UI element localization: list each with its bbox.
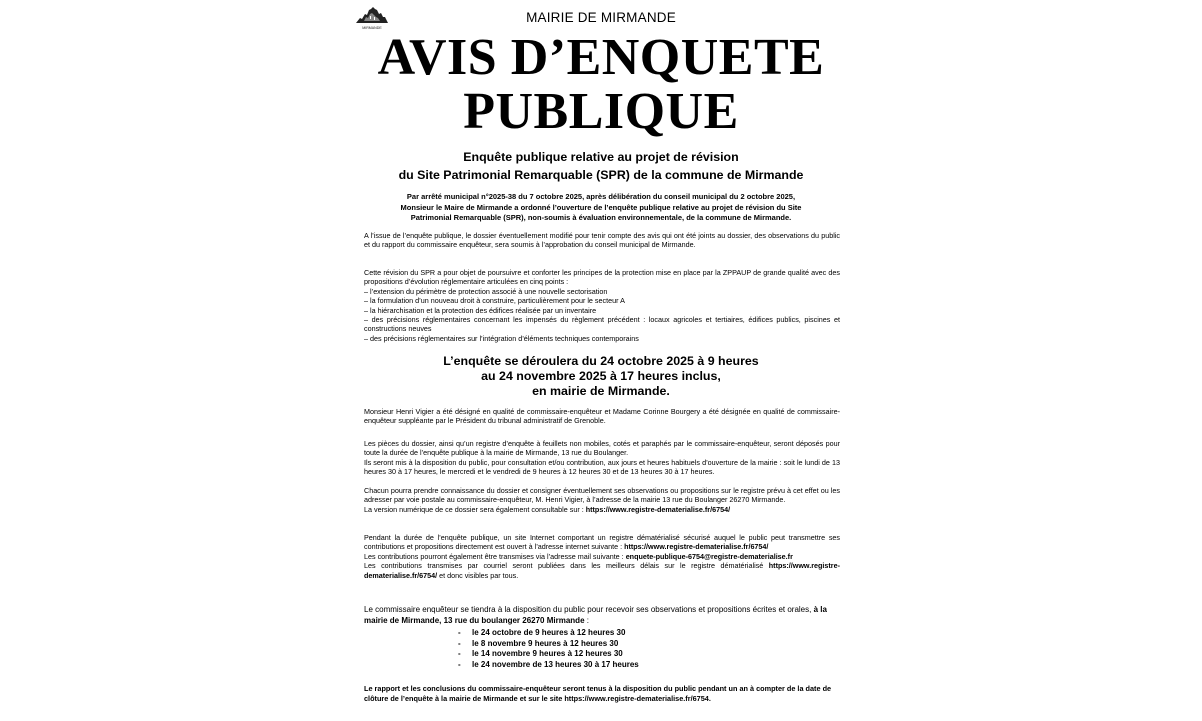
- internet-paragraph: [364, 533, 840, 580]
- notice-subtitle: [362, 148, 840, 184]
- arrete-line-3: Patrimonial Remarquable (SPR), non-soumis à évaluation environnementale, de la commune de Mirmande.: [410, 213, 792, 222]
- permanence-date: le 24 octobre de 9 heures à 12 heures 30: [472, 628, 626, 637]
- pieces-line-2: Ils seront mis à la disposition du public, pour consultation et/ou contribution, aux jours et heures habituels d’ouverture de la mairie : soit le lundi de 13 heures 30 à 17 heures, le mercredi et le vendredi de 9 heures à 12 heures 30 et de 13 heures 30 à 17 heures.: [364, 457, 840, 477]
- chacun-paragraph: [364, 486, 840, 514]
- contributions-line: [364, 552, 840, 561]
- svg-text:MIRMANDE: MIRMANDE: [362, 26, 382, 30]
- issue-paragraph: A l’issue de l’enquête publique, le dossier éventuellement modifié pour tenir compte des avis qui ont été joints au dossier, des observations du public et du rapport du commissaire enquêteur, sera soumis à l’approbation du conseil municipal de Mirmande.: [364, 231, 840, 250]
- revision-item: – des précisions réglementaires concernant les impensés du règlement précédent : locaux agricoles et tertiaires, édifices publics, piscines et constructions neuves: [364, 315, 840, 334]
- dates-line-2: au 24 novembre 2025 à 17 heures inclus,: [481, 369, 721, 383]
- title-line-1: AVIS D’ENQUETE: [377, 29, 825, 86]
- revision-paragraph: [364, 268, 840, 343]
- bullet-dash: -: [458, 659, 461, 669]
- internet-text-1: Pendant la durée de l’enquête publique, un site Internet comportant un registre dématérialisé sécurisé auquel le public peut transmettre ses contributions et propositions directement est ouvert à l’adresse internet suivante :: [364, 533, 840, 552]
- chacun-line-2: La version numérique de ce dossier sera également consultable sur :: [364, 504, 586, 514]
- arrete-line-2: Monsieur le Maire de Mirmande a ordonné l’ouverture de l’enquête publique relative au projet de révision du Site: [400, 202, 802, 212]
- revision-item: – la hiérarchisation et la protection des édifices réalisée par un inventaire: [364, 305, 597, 315]
- enquete-dates: [362, 354, 840, 399]
- permanences-intro: Le commissaire enquêteur se tiendra à la disposition du public pour recevoir ses observations et propositions écrites et orales,: [364, 605, 814, 614]
- mairie-heading: MAIRIE DE MIRMANDE: [526, 10, 676, 25]
- subtitle-line-2: du Site Patrimonial Remarquable (SPR) de la commune de Mirmande: [398, 168, 804, 182]
- permanence-date: le 14 novembre 9 heures à 12 heures 30: [472, 649, 623, 659]
- registre-url-link-2[interactable]: https://www.registre-dematerialise.fr/6754/: [364, 561, 840, 580]
- list-item: [458, 660, 639, 671]
- permanences-after: :: [584, 615, 589, 625]
- arrete-line-1: Par arrêté municipal n°2025-38 du 7 octobre 2025, après délibération du conseil municipal du 2 octobre 2025,: [406, 192, 796, 201]
- permanence-date: le 8 novembre 9 heures à 12 heures 30: [472, 638, 619, 648]
- arrete-paragraph: [362, 192, 840, 224]
- email-link[interactable]: enquete-publique-6754@registre-dematerialise.fr: [625, 551, 793, 561]
- commissaire-paragraph: Monsieur Henri Vigier a été désigné en qualité de commissaire-enquêteur et Madame Corinne Bourgery a été désignée en qualité de commissaire-enquêteur suppléante par le Président du tribunal administratif de Grenoble.: [364, 407, 840, 426]
- notice-page: [362, 0, 840, 721]
- registre-url-link[interactable]: https://www.registre-dematerialise.fr/6754/: [624, 542, 769, 552]
- pieces-line-1: Les pièces du dossier, ainsi qu’un registre d’enquête à feuillets non mobiles, cotés et paraphés par le commissaire-enquêteur, seront déposés pour toute la durée de l’enquête publique à la mairie de Mirmande, 13 rue du Boulanger.: [364, 439, 840, 458]
- dates-line-1: L’enquête se déroulera du 24 octobre 2025 à 9 heures: [443, 354, 759, 368]
- bullet-dash: -: [458, 628, 461, 637]
- internet-text-3: Les contributions transmises par courriel seront publiées dans les meilleurs délais sur le registre dématérialisé: [364, 561, 769, 571]
- permanence-date: le 24 novembre de 13 heures 30 à 17 heures: [472, 659, 639, 669]
- subtitle-line-1: Enquête publique relative au projet de révision: [463, 150, 739, 164]
- bullet-dash: -: [458, 649, 461, 659]
- permanences-list: [458, 628, 639, 670]
- list-item: [458, 639, 639, 650]
- permanences-paragraph: [364, 605, 840, 626]
- title-line-2: PUBLIQUE: [463, 83, 739, 140]
- internet-text-4: et donc visibles par tous.: [437, 570, 519, 580]
- revision-item: – la formulation d’un nouveau droit à construire, particulièrement pour le secteur A: [364, 296, 625, 306]
- permanences-place: à la mairie de Mirmande, 13 rue du boulanger 26270 Mirmande: [364, 605, 827, 625]
- bullet-dash: -: [458, 638, 461, 648]
- list-item: [458, 628, 639, 639]
- internet-text-2: Les contributions pourront également être transmises via l’adresse mail suivante :: [364, 551, 626, 561]
- dossier-url-link[interactable]: https://www.registre-dematerialise.fr/6754/: [585, 504, 731, 514]
- final-paragraph: Le rapport et les conclusions du commissaire-enquêteur seront tenus à la disposition du public pendant un an à compter de la date de clôture de l’enquête à la mairie de Mirmande et sur le site https://www.registre-dematerialise.fr/6754.: [364, 684, 832, 703]
- revision-intro: Cette révision du SPR a pour objet de poursuivre et conforter les principes de la protection mise en place par la ZPPAUP de grande qualité avec des propositions d’évolution réglementaire articulées en cinq points :: [364, 268, 840, 287]
- dates-line-3: en mairie de Mirmande.: [532, 384, 670, 398]
- list-item: [458, 649, 639, 660]
- chacun-line-1: Chacun pourra prendre connaissance du dossier et consigner éventuellement ses observations ou propositions sur le registre prévu à cet effet ou les adresser par voie postale au commissaire-enquêteur, M. Henri Vigier, à l’adresse de la mairie 13 rue du Boulanger 26270 Mirmande.: [364, 486, 840, 505]
- revision-item: – l’extension du périmètre de protection associé à une nouvelle sectorisation: [364, 286, 608, 296]
- pieces-paragraph: [364, 439, 840, 477]
- revision-item: – des précisions réglementaires sur l’intégration d’éléments techniques contemporains: [364, 333, 639, 343]
